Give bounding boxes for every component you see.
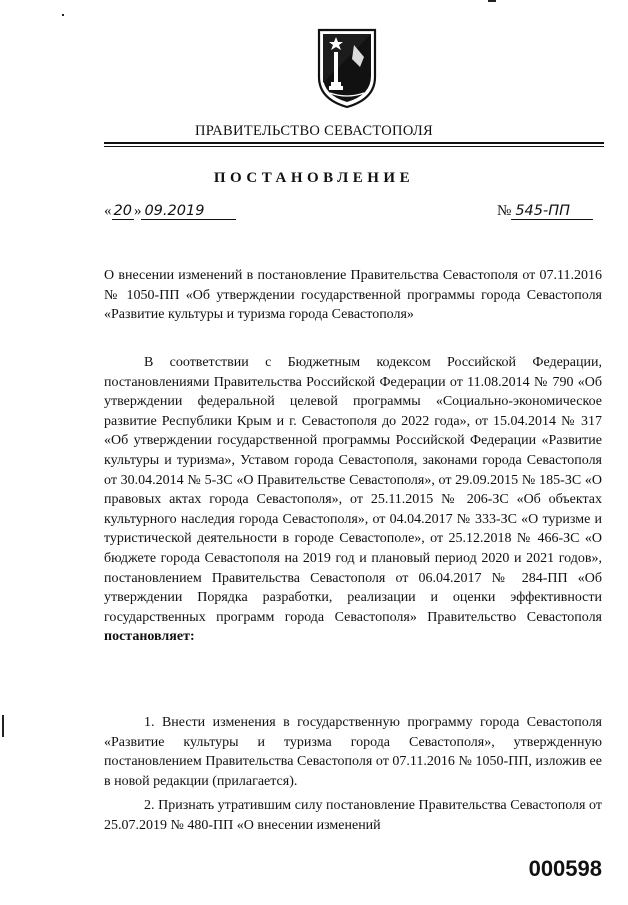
list-item: 2. Признать утратившим силу постановление Правительства Севастополя от 25.07.2019 № 480-ПП «О внесении изменений <box>104 798 602 833</box>
subject-text: О внесении изменений в постановление Правительства Севастополя от 07.11.2016 № 1050-ПП «Об утверждении государственной программы города Севастополя «Развитие культуры и туризма города Севастополя» <box>104 268 602 323</box>
number-value: 545-ПП <box>511 203 593 220</box>
document-type-heading: ПОСТАНОВЛЕНИЕ <box>213 170 415 186</box>
date-open-quote: « <box>104 203 112 219</box>
preamble <box>104 353 602 647</box>
header-rule-thin <box>104 146 604 147</box>
date-month-year: 09.2019 <box>141 203 236 220</box>
preamble-paragraph <box>104 353 602 647</box>
document-number <box>497 203 593 220</box>
document-subject <box>104 266 602 325</box>
date-close-quote: » <box>133 203 142 219</box>
preamble-text: В соответствии с Бюджетным кодексом Российской Федерации, постановлениями Правительства Российской Федерации от 11.08.2014 № 790 «Об утверждении федеральной целевой программы «Социально-экономическое развитие Республики Крым и г. Севастополя до 2022 года», от 15.04.2014 № 317 «Об утверждении государственной программы Российской Федерации «Развитие культуры и туризма», Уставом города Севастополя, законами города Севастополя от 30.04.2014 № 5-ЗС «О Правительстве Севастополя», от 29.09.2015 № 185-ЗС «О правовых актах города Севастополя», от 25.11.2015 № 206-ЗС «Об объектах культурного наследия города Севастополя», от 04.04.2017 № 333-ЗС «О туризме и туристической деятельности в городе Севастополе», от 25.12.2018 № 466-ЗС «О бюджете города Севастополя на 2019 год и плановый период 2020 и 2021 годов», постановлением Правительства Севастополя от 06.04.2017 № 284-ПП «Об утверждении Порядка разработки, реализации и оценки эффективности государственных программ города Севастополя» Правительство Севастополя <box>104 355 602 625</box>
document-date <box>104 203 236 220</box>
page-code: 000598 <box>528 856 602 881</box>
list-item: 1. Внести изменения в государственную программу города Севастополя «Развитие культуры и туризма города Севастополя», утвержденную постановлением Правительства Севастополя от 07.11.2016 № 1050-ПП, изложив ее в новой редакции (прилагается). <box>104 715 602 789</box>
preamble-verb: постановляет: <box>104 629 195 645</box>
government-title: ПРАВИТЕЛЬСТВО СЕВАСТОПОЛЯ <box>195 123 433 139</box>
resolution-items <box>104 713 602 836</box>
number-sign: № <box>497 203 512 219</box>
date-day: 20 <box>113 203 132 219</box>
header-rule-thick <box>104 142 604 144</box>
scan-mark <box>2 715 4 737</box>
scan-mark <box>488 0 496 2</box>
sevastopol-coat-of-arms-icon <box>316 27 378 109</box>
scan-mark <box>62 14 64 16</box>
